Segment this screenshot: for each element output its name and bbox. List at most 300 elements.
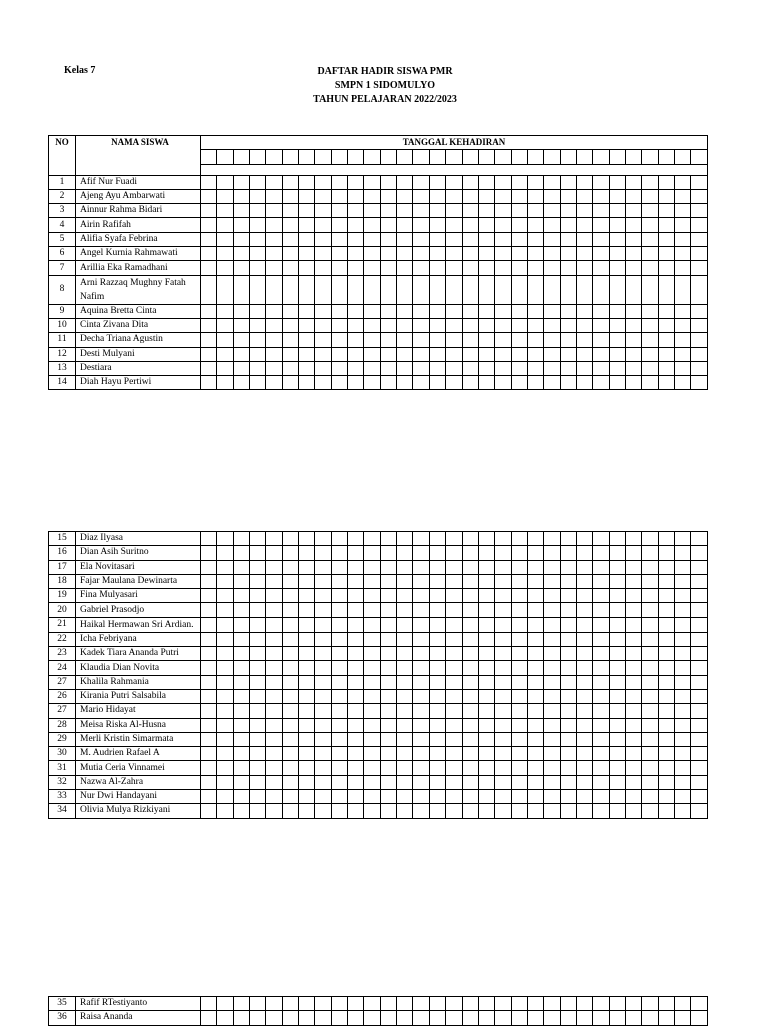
attendance-cell (266, 560, 282, 574)
attendance-cell (576, 333, 592, 347)
attendance-cell (299, 704, 315, 718)
date-header-cell (462, 150, 478, 164)
attendance-cell (642, 532, 658, 546)
attendance-cell (446, 632, 462, 646)
attendance-cell (495, 333, 511, 347)
student-number: 28 (49, 718, 76, 732)
student-name: M. Audrien Rafael A (76, 747, 201, 761)
attendance-cell (593, 775, 609, 789)
attendance-cell (331, 333, 347, 347)
attendance-cell (331, 617, 347, 632)
attendance-cell (593, 589, 609, 603)
attendance-cell (527, 318, 543, 332)
attendance-cell (560, 775, 576, 789)
date-header-cell (560, 150, 576, 164)
attendance-cell (560, 376, 576, 390)
attendance-cell (380, 333, 396, 347)
attendance-cell (609, 560, 625, 574)
attendance-cell (674, 617, 690, 632)
attendance-cell (609, 718, 625, 732)
attendance-cell (495, 675, 511, 689)
attendance-cell (462, 617, 478, 632)
attendance-cell (544, 632, 560, 646)
attendance-cell (560, 1011, 576, 1025)
attendance-cell (625, 318, 641, 332)
attendance-cell (658, 647, 674, 661)
attendance-cell (560, 204, 576, 218)
attendance-cell (691, 532, 708, 546)
date-header-cell (266, 150, 282, 164)
attendance-cell (217, 275, 233, 304)
attendance-cell (413, 661, 429, 675)
attendance-cell (250, 175, 266, 189)
attendance-cell (593, 275, 609, 304)
attendance-cell (348, 1011, 364, 1025)
attendance-cell (446, 333, 462, 347)
attendance-cell (397, 804, 413, 818)
attendance-cell (233, 718, 249, 732)
attendance-cell (397, 376, 413, 390)
attendance-cell (527, 718, 543, 732)
attendance-cell (478, 589, 494, 603)
attendance-cell (299, 532, 315, 546)
attendance-cell (397, 647, 413, 661)
attendance-cell (462, 761, 478, 775)
attendance-cell (478, 574, 494, 588)
attendance-cell (266, 204, 282, 218)
attendance-cell (250, 732, 266, 746)
date-header-cell (201, 150, 217, 164)
attendance-cell (397, 617, 413, 632)
attendance-cell (250, 347, 266, 361)
attendance-cell (609, 675, 625, 689)
attendance-cell (397, 247, 413, 261)
attendance-cell (266, 589, 282, 603)
attendance-cell (299, 632, 315, 646)
table-row (49, 603, 708, 617)
attendance-cell (233, 603, 249, 617)
attendance-cell (299, 661, 315, 675)
date-header-cell (331, 150, 347, 164)
attendance-cell (478, 790, 494, 804)
attendance-cell (429, 247, 445, 261)
attendance-cell (413, 732, 429, 746)
attendance-cell (462, 574, 478, 588)
attendance-cell (217, 718, 233, 732)
attendance-cell (380, 347, 396, 361)
attendance-cell (593, 761, 609, 775)
attendance-cell (348, 632, 364, 646)
attendance-cell (331, 747, 347, 761)
table-row (49, 361, 708, 375)
attendance-cell (299, 1011, 315, 1025)
attendance-cell (625, 218, 641, 232)
attendance-cell (331, 574, 347, 588)
attendance-cell (609, 318, 625, 332)
attendance-cell (266, 732, 282, 746)
attendance-cell (201, 304, 217, 318)
attendance-cell (691, 761, 708, 775)
attendance-cell (331, 275, 347, 304)
attendance-cell (380, 603, 396, 617)
attendance-cell (331, 189, 347, 203)
attendance-cell (429, 333, 445, 347)
attendance-cell (201, 790, 217, 804)
attendance-cell (266, 218, 282, 232)
attendance-cell (593, 347, 609, 361)
attendance-cell (674, 175, 690, 189)
attendance-cell (642, 275, 658, 304)
attendance-cell (282, 704, 298, 718)
attendance-cell (642, 304, 658, 318)
attendance-cell (446, 204, 462, 218)
attendance-cell (429, 761, 445, 775)
date-header-cell (511, 150, 527, 164)
student-name: Ajeng Ayu Ambarwati (76, 189, 201, 203)
date-header-cell (429, 150, 445, 164)
attendance-cell (462, 175, 478, 189)
attendance-cell (315, 617, 331, 632)
attendance-cell (331, 632, 347, 646)
attendance-cell (331, 247, 347, 261)
attendance-cell (658, 333, 674, 347)
attendance-cell (511, 546, 527, 560)
attendance-cell (462, 275, 478, 304)
attendance-cell (331, 704, 347, 718)
attendance-cell (446, 732, 462, 746)
attendance-cell (233, 532, 249, 546)
attendance-cell (609, 189, 625, 203)
attendance-cell (674, 189, 690, 203)
class-label: Kelas 7 (64, 65, 96, 76)
attendance-cell (642, 761, 658, 775)
attendance-cell (331, 318, 347, 332)
attendance-cell (658, 204, 674, 218)
attendance-cell (397, 761, 413, 775)
attendance-cell (495, 560, 511, 574)
attendance-cell (495, 632, 511, 646)
attendance-cell (544, 232, 560, 246)
attendance-cell (544, 304, 560, 318)
attendance-cell (691, 376, 708, 390)
attendance-cell (348, 204, 364, 218)
attendance-cell (266, 704, 282, 718)
student-number: 21 (49, 617, 76, 632)
attendance-cell (609, 361, 625, 375)
attendance-cell (446, 361, 462, 375)
attendance-cell (217, 589, 233, 603)
attendance-cell (413, 333, 429, 347)
attendance-cell (348, 376, 364, 390)
attendance-cell (478, 532, 494, 546)
date-header-cell (674, 150, 690, 164)
attendance-cell (446, 318, 462, 332)
attendance-cell (364, 775, 380, 789)
attendance-cell (266, 647, 282, 661)
attendance-cell (674, 589, 690, 603)
attendance-cell (462, 261, 478, 275)
attendance-cell (299, 761, 315, 775)
attendance-cell (429, 304, 445, 318)
attendance-cell (380, 732, 396, 746)
attendance-cell (348, 318, 364, 332)
attendance-cell (576, 732, 592, 746)
attendance-cell (527, 574, 543, 588)
attendance-cell (299, 790, 315, 804)
attendance-cell (462, 689, 478, 703)
table-row (49, 617, 708, 632)
attendance-cell (511, 275, 527, 304)
attendance-cell (674, 632, 690, 646)
attendance-cell (413, 204, 429, 218)
attendance-cell (511, 189, 527, 203)
attendance-cell (233, 247, 249, 261)
attendance-cell (658, 1011, 674, 1025)
header-nama-siswa: NAMA SISWA (76, 136, 201, 176)
attendance-cell (397, 589, 413, 603)
attendance-cell (495, 617, 511, 632)
attendance-cell (495, 661, 511, 675)
attendance-cell (380, 617, 396, 632)
student-number: 23 (49, 647, 76, 661)
table-row (49, 376, 708, 390)
table-row (49, 775, 708, 789)
attendance-cell (299, 675, 315, 689)
attendance-cell (609, 376, 625, 390)
attendance-cell (380, 361, 396, 375)
attendance-cell (397, 704, 413, 718)
attendance-cell (233, 747, 249, 761)
attendance-cell (642, 232, 658, 246)
attendance-cell (201, 189, 217, 203)
table-row (49, 318, 708, 332)
attendance-cell (544, 218, 560, 232)
attendance-cell (560, 603, 576, 617)
attendance-cell (397, 261, 413, 275)
attendance-cell (364, 347, 380, 361)
attendance-cell (658, 304, 674, 318)
document-title: DAFTAR HADIR SISWA PMR (317, 66, 453, 77)
student-number: 20 (49, 603, 76, 617)
attendance-cell (217, 204, 233, 218)
attendance-cell (364, 747, 380, 761)
attendance-cell (527, 661, 543, 675)
attendance-cell (250, 747, 266, 761)
attendance-cell (446, 997, 462, 1011)
attendance-cell (560, 532, 576, 546)
attendance-cell (348, 232, 364, 246)
attendance-cell (609, 546, 625, 560)
attendance-cell (478, 175, 494, 189)
attendance-cell (495, 546, 511, 560)
student-number: 27 (49, 704, 76, 718)
attendance-cell (642, 560, 658, 574)
attendance-cell (462, 218, 478, 232)
attendance-cell (315, 574, 331, 588)
attendance-cell (674, 647, 690, 661)
attendance-cell (380, 218, 396, 232)
attendance-cell (299, 361, 315, 375)
attendance-cell (674, 232, 690, 246)
date-header-cell (593, 150, 609, 164)
attendance-cell (642, 675, 658, 689)
attendance-cell (658, 747, 674, 761)
attendance-cell (527, 189, 543, 203)
attendance-cell (560, 804, 576, 818)
attendance-cell (625, 204, 641, 218)
attendance-cell (674, 546, 690, 560)
attendance-cell (413, 175, 429, 189)
attendance-cell (266, 574, 282, 588)
attendance-cell (625, 804, 641, 818)
attendance-cell (495, 704, 511, 718)
attendance-cell (380, 204, 396, 218)
attendance-cell (299, 218, 315, 232)
attendance-cell (511, 304, 527, 318)
attendance-cell (462, 997, 478, 1011)
attendance-cell (331, 732, 347, 746)
attendance-cell (658, 560, 674, 574)
attendance-cell (380, 376, 396, 390)
attendance-cell (217, 775, 233, 789)
student-name: Cinta Zivana Dita (76, 318, 201, 332)
attendance-cell (691, 189, 708, 203)
attendance-cell (380, 661, 396, 675)
attendance-cell (364, 603, 380, 617)
attendance-cell (593, 175, 609, 189)
attendance-cell (380, 589, 396, 603)
attendance-cell (691, 675, 708, 689)
student-name: Aquina Bretta Cinta (76, 304, 201, 318)
attendance-cell (576, 261, 592, 275)
attendance-cell (201, 261, 217, 275)
date-header-cell (691, 150, 708, 164)
attendance-cell (266, 718, 282, 732)
attendance-cell (282, 376, 298, 390)
student-name: Arillia Eka Ramadhani (76, 261, 201, 275)
attendance-cell (429, 560, 445, 574)
student-name: Mario Hidayat (76, 704, 201, 718)
attendance-cell (658, 761, 674, 775)
attendance-cell (560, 333, 576, 347)
attendance-cell (282, 718, 298, 732)
attendance-cell (544, 175, 560, 189)
attendance-cell (691, 275, 708, 304)
attendance-cell (364, 997, 380, 1011)
student-number: 2 (49, 189, 76, 203)
attendance-cell (201, 689, 217, 703)
attendance-cell (348, 775, 364, 789)
attendance-cell (250, 718, 266, 732)
attendance-cell (233, 347, 249, 361)
attendance-cell (380, 560, 396, 574)
student-name: Haikal Hermawan Sri Ardian. (76, 617, 201, 632)
attendance-cell (233, 661, 249, 675)
attendance-cell (315, 247, 331, 261)
date-header-cell (609, 150, 625, 164)
student-number: 15 (49, 532, 76, 546)
attendance-cell (364, 333, 380, 347)
attendance-cell (380, 1011, 396, 1025)
attendance-cell (462, 376, 478, 390)
attendance-cell (250, 775, 266, 789)
attendance-cell (446, 675, 462, 689)
attendance-cell (380, 675, 396, 689)
attendance-cell (593, 603, 609, 617)
attendance-cell (593, 376, 609, 390)
attendance-cell (495, 232, 511, 246)
attendance-cell (691, 175, 708, 189)
attendance-cell (299, 804, 315, 818)
attendance-cell (495, 204, 511, 218)
attendance-cell (282, 304, 298, 318)
attendance-cell (658, 603, 674, 617)
attendance-cell (217, 675, 233, 689)
student-name: Dian Asih Suritno (76, 546, 201, 560)
attendance-cell (364, 617, 380, 632)
attendance-cell (429, 589, 445, 603)
attendance-cell (691, 997, 708, 1011)
attendance-cell (674, 718, 690, 732)
attendance-cell (380, 790, 396, 804)
date-header-cell (495, 150, 511, 164)
attendance-cell (331, 689, 347, 703)
attendance-cell (642, 790, 658, 804)
attendance-cell (642, 1011, 658, 1025)
student-number: 7 (49, 261, 76, 275)
attendance-cell (544, 347, 560, 361)
attendance-cell (593, 704, 609, 718)
attendance-cell (691, 318, 708, 332)
attendance-cell (266, 804, 282, 818)
attendance-cell (642, 589, 658, 603)
table-row (49, 732, 708, 746)
attendance-cell (691, 689, 708, 703)
table-row (49, 275, 708, 304)
attendance-cell (315, 232, 331, 246)
attendance-cell (429, 689, 445, 703)
attendance-cell (397, 1011, 413, 1025)
attendance-cell (544, 189, 560, 203)
attendance-cell (674, 261, 690, 275)
attendance-cell (609, 689, 625, 703)
attendance-cell (511, 603, 527, 617)
attendance-cell (511, 376, 527, 390)
attendance-cell (658, 232, 674, 246)
attendance-cell (478, 546, 494, 560)
attendance-cell (250, 318, 266, 332)
attendance-cell (495, 574, 511, 588)
attendance-cell (299, 546, 315, 560)
attendance-cell (544, 775, 560, 789)
attendance-cell (642, 546, 658, 560)
attendance-cell (642, 189, 658, 203)
attendance-cell (348, 689, 364, 703)
attendance-cell (625, 617, 641, 632)
attendance-cell (299, 560, 315, 574)
attendance-cell (609, 247, 625, 261)
attendance-cell (576, 747, 592, 761)
attendance-cell (315, 560, 331, 574)
attendance-cell (527, 790, 543, 804)
attendance-cell (576, 560, 592, 574)
attendance-cell (380, 718, 396, 732)
attendance-cell (315, 204, 331, 218)
attendance-cell (446, 304, 462, 318)
attendance-cell (201, 804, 217, 818)
attendance-cell (691, 747, 708, 761)
attendance-cell (527, 647, 543, 661)
